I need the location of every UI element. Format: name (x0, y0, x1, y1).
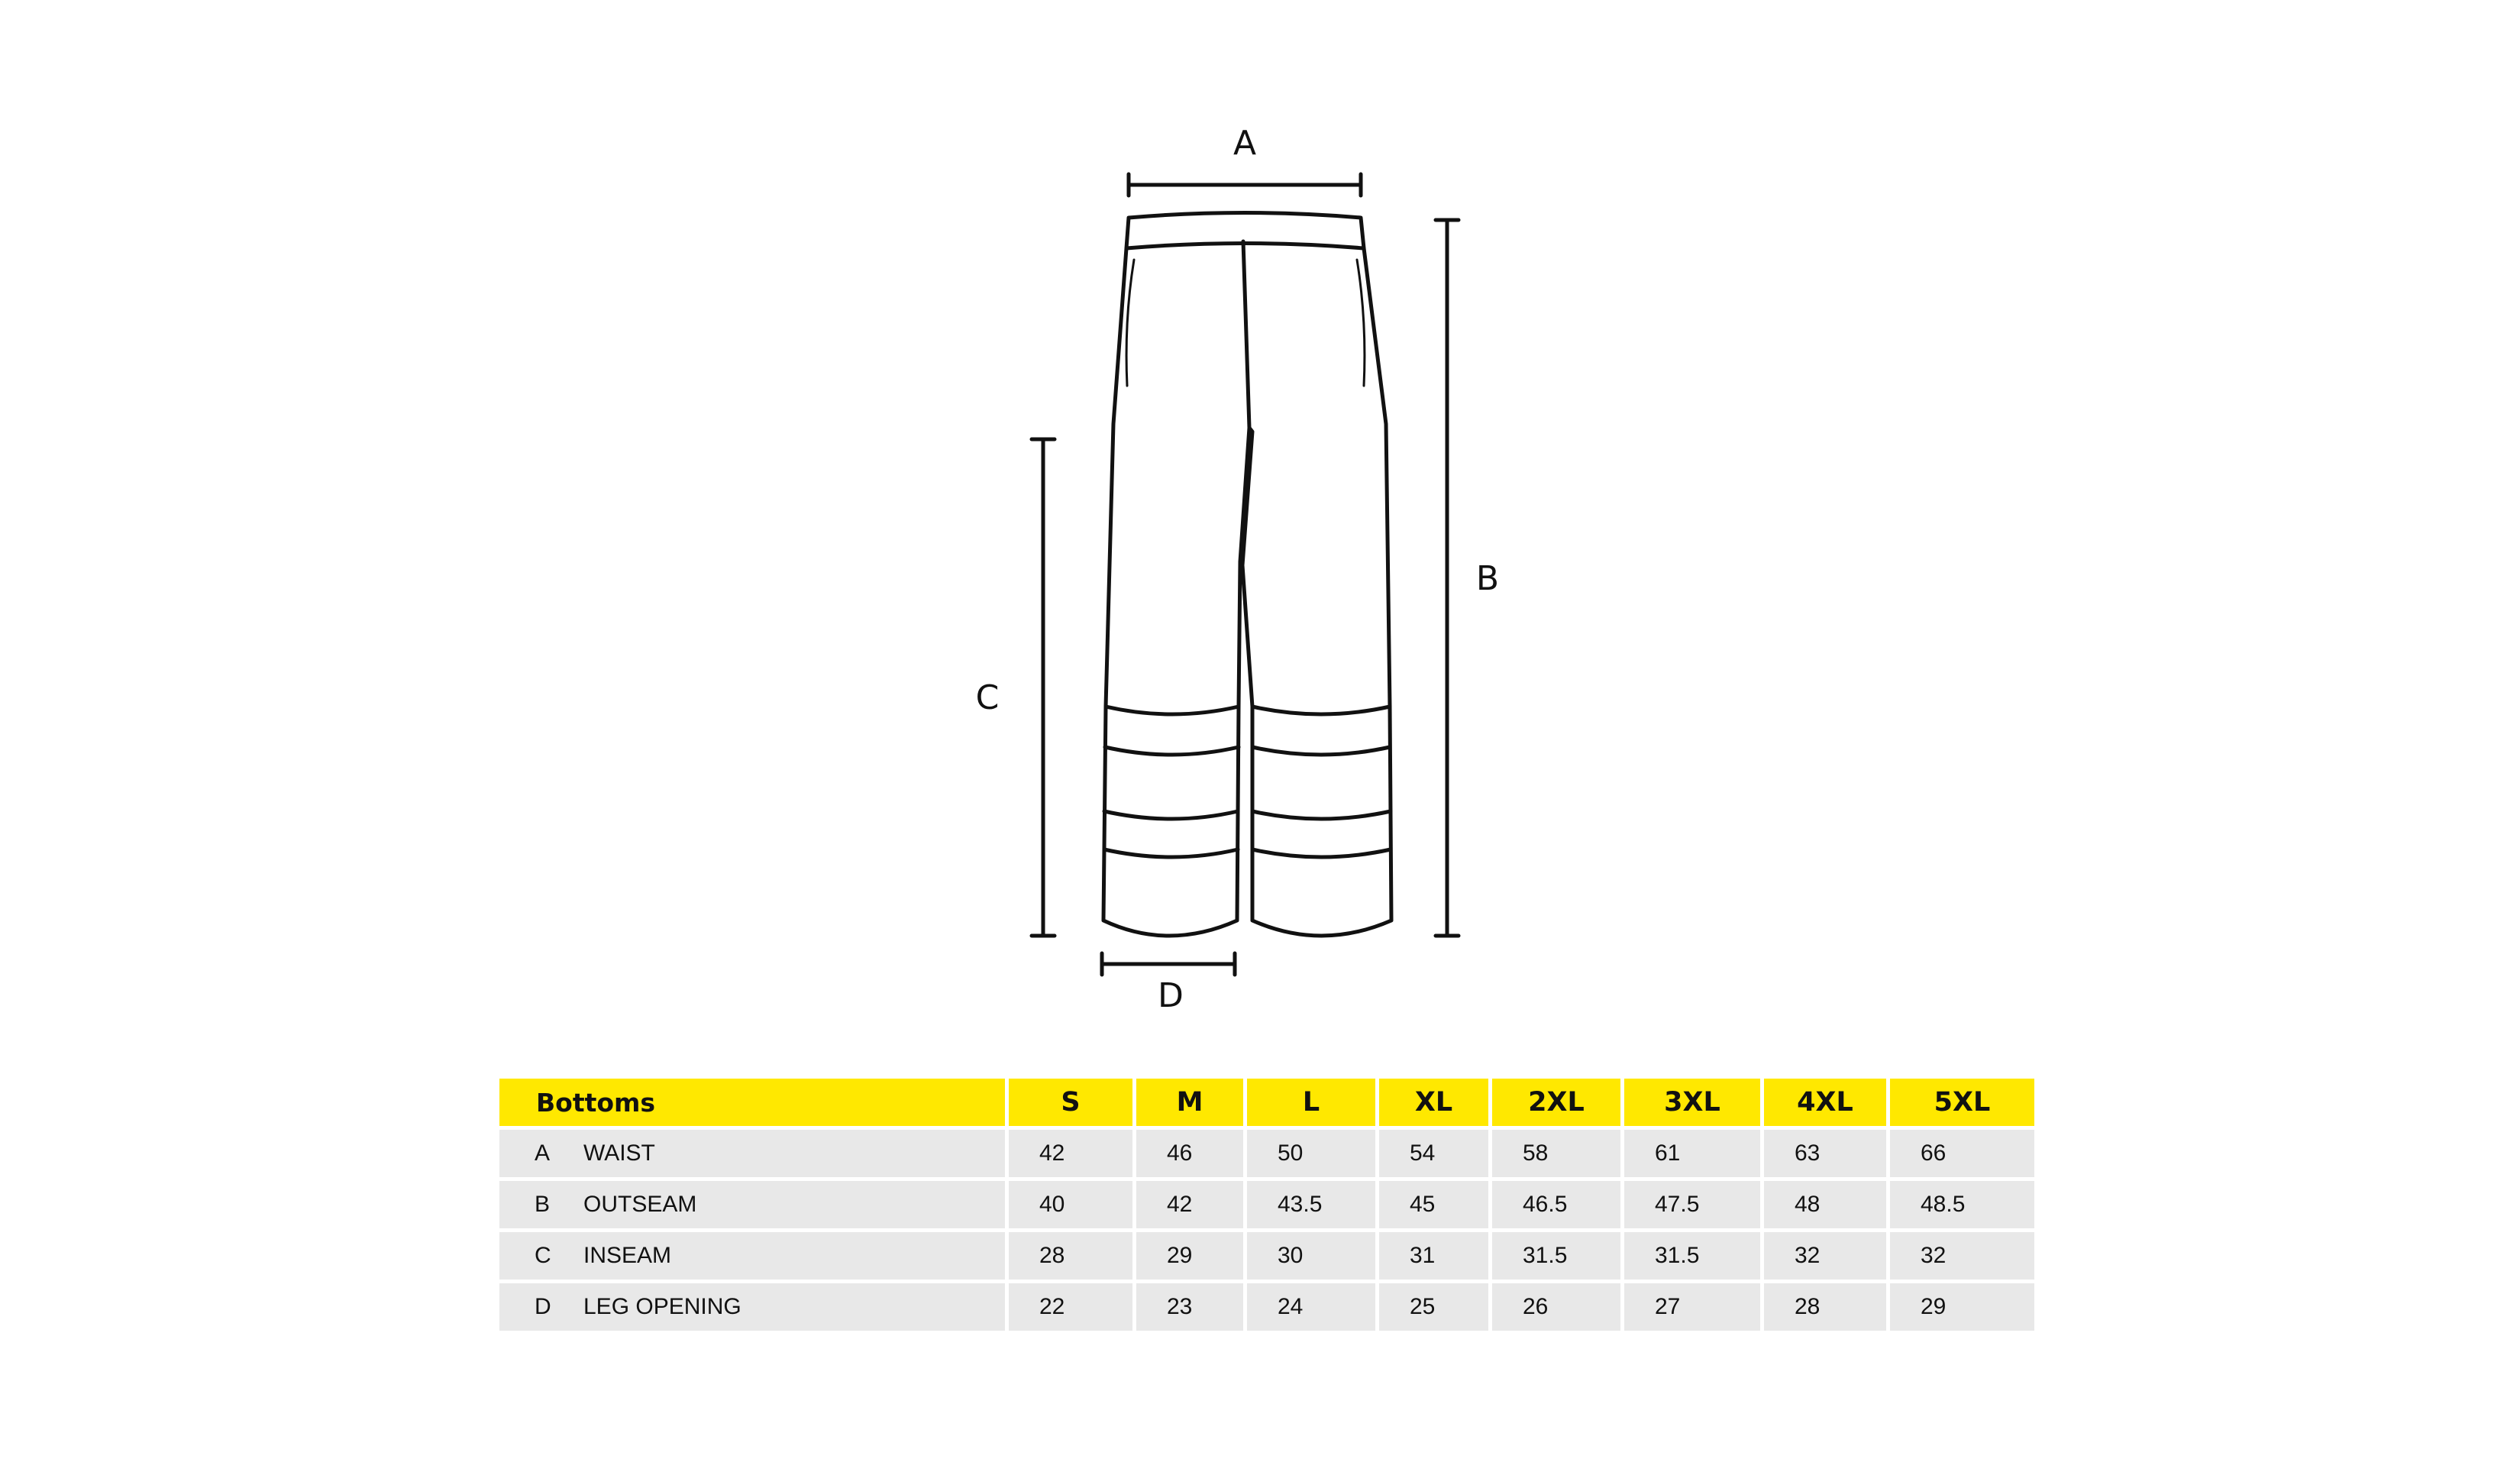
table-row (499, 1232, 2034, 1280)
table-cell: 23 (1136, 1283, 1243, 1331)
table-cell: 45 (1379, 1181, 1488, 1228)
left-pocket (1126, 260, 1134, 386)
right-pocket (1357, 260, 1365, 386)
table-cell: 48 (1764, 1181, 1886, 1228)
table-cell: 54 (1379, 1130, 1488, 1177)
dimension-label-a: A (1233, 124, 1257, 163)
table-cell: 42 (1009, 1130, 1132, 1177)
table-cell: 27 (1624, 1283, 1760, 1331)
table-cell: 29 (1890, 1283, 2034, 1331)
table-cell: 32 (1890, 1232, 2034, 1280)
row-name: LEG OPENING (583, 1294, 741, 1319)
table-row (499, 1130, 2034, 1177)
table-cell: 42 (1136, 1181, 1243, 1228)
size-chart-table (496, 1075, 2038, 1335)
row-code: D (535, 1294, 551, 1319)
table-cell: 46 (1136, 1130, 1243, 1177)
table-cell: 26 (1492, 1283, 1620, 1331)
table-cell: 32 (1764, 1232, 1886, 1280)
row-label (499, 1130, 1005, 1177)
table-cell: 25 (1379, 1283, 1488, 1331)
fly-line (1243, 241, 1249, 428)
table-cell: 22 (1009, 1283, 1132, 1331)
table-cell: 30 (1247, 1232, 1375, 1280)
right-stripe-3 (1252, 811, 1391, 819)
left-stripe-1 (1106, 707, 1239, 714)
dimension-label-b: B (1475, 559, 1500, 598)
table-cell: 66 (1890, 1130, 2034, 1177)
row-name: WAIST (583, 1140, 655, 1166)
row-name: OUTSEAM (583, 1192, 697, 1217)
size-header-2xl: 2XL (1492, 1079, 1620, 1126)
table-header-row (499, 1079, 2034, 1126)
left-stripe-4 (1104, 849, 1238, 857)
table-cell: 31.5 (1492, 1232, 1620, 1280)
table-row (499, 1283, 2034, 1331)
table-cell: 63 (1764, 1130, 1886, 1177)
row-label (499, 1232, 1005, 1280)
left-stripe-2 (1105, 747, 1239, 755)
size-header-m: M (1136, 1079, 1243, 1126)
right-stripe-4 (1252, 849, 1391, 857)
size-header-4xl: 4XL (1764, 1079, 1886, 1126)
dimension-label-c: C (975, 678, 1000, 717)
table-cell: 31 (1379, 1232, 1488, 1280)
table-cell: 47.5 (1624, 1181, 1760, 1228)
row-name: INSEAM (583, 1243, 672, 1268)
table-cell: 58 (1492, 1130, 1620, 1177)
table-row (499, 1181, 2034, 1228)
row-label (499, 1283, 1005, 1331)
dimension-line-a (1129, 174, 1361, 196)
table-cell: 24 (1247, 1283, 1375, 1331)
table-cell: 46.5 (1492, 1181, 1620, 1228)
right-stripe-2 (1252, 747, 1390, 755)
table-cell: 43.5 (1247, 1181, 1375, 1228)
table-cell: 40 (1009, 1181, 1132, 1228)
table-cell: 31.5 (1624, 1232, 1760, 1280)
dimension-line-d (1102, 953, 1235, 975)
table-cell: 48.5 (1890, 1181, 2034, 1228)
table-cell: 28 (1764, 1283, 1886, 1331)
table-cell: 29 (1136, 1232, 1243, 1280)
dimension-line-c (1032, 439, 1055, 936)
size-header-s: S (1009, 1079, 1132, 1126)
size-header-l: L (1247, 1079, 1375, 1126)
row-code: B (535, 1192, 551, 1217)
row-code: C (535, 1243, 551, 1268)
size-header-xl: XL (1379, 1079, 1488, 1126)
row-label (499, 1181, 1005, 1228)
table-cell: 28 (1009, 1232, 1132, 1280)
dimension-label-d: D (1158, 976, 1184, 1015)
left-stripe-3 (1104, 811, 1238, 819)
size-header-5xl: 5XL (1890, 1079, 2034, 1126)
row-code: A (535, 1140, 551, 1166)
dimension-line-b (1436, 220, 1459, 936)
table-cell: 61 (1624, 1130, 1760, 1177)
size-header-3xl: 3XL (1624, 1079, 1760, 1126)
table-cell: 50 (1247, 1130, 1375, 1177)
right-stripe-1 (1252, 707, 1390, 714)
table-title: Bottoms (499, 1079, 1005, 1126)
